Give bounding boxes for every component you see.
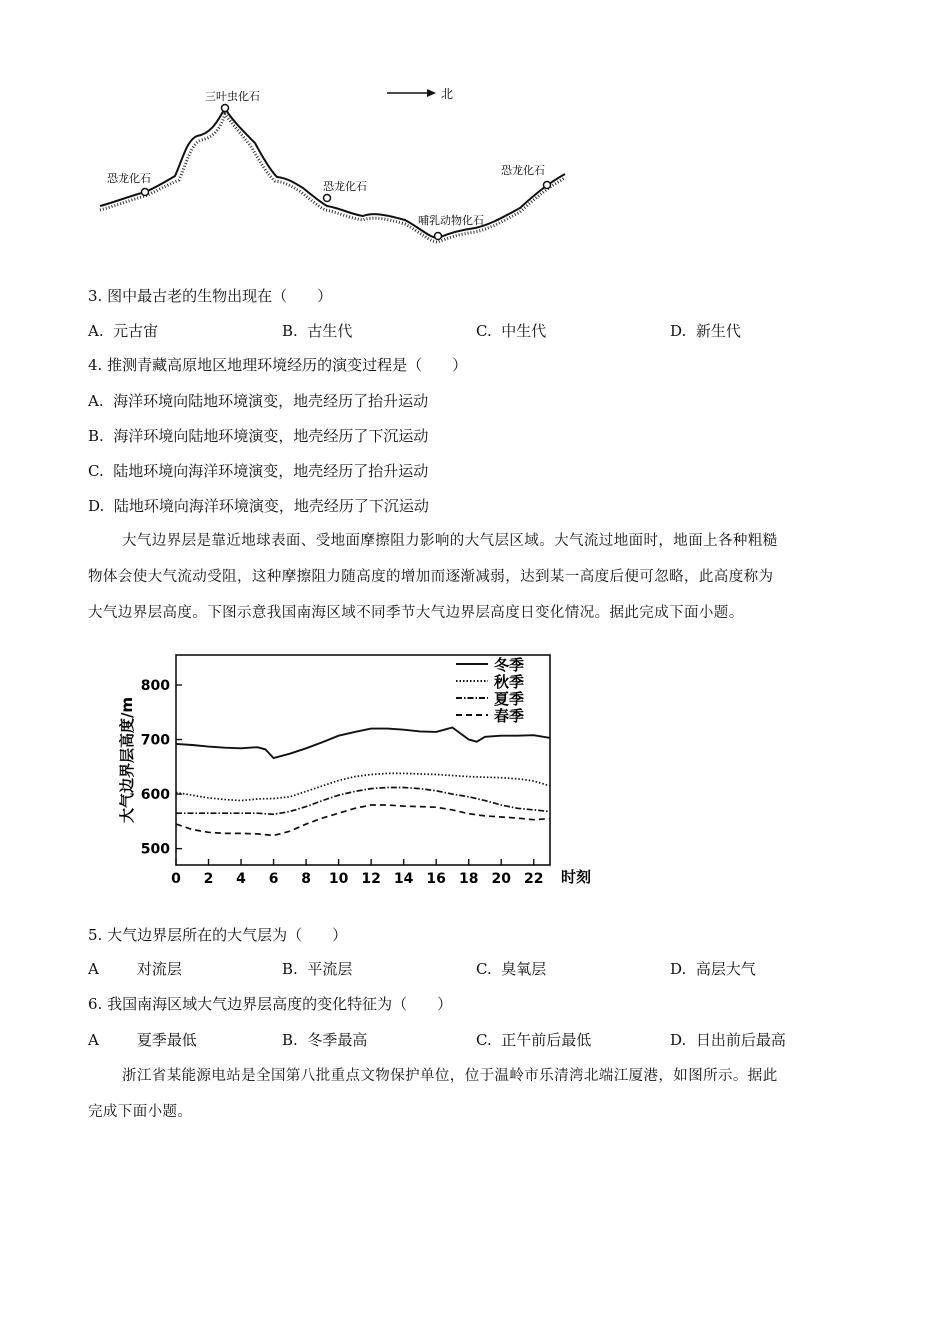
chart-y-tick-label: 800 <box>140 678 170 694</box>
chart-x-tick-label: 18 <box>458 871 479 887</box>
chart-series-line-1 <box>176 728 550 759</box>
fossil-point-dino-2-icon <box>324 195 331 202</box>
q6-stem: 6. 我国南海区域大气边界层高度的变化特征为（ ） <box>88 995 453 1013</box>
passage-line: 大气边界层高度。下图示意我国南海区域不同季节大气边界层高度日变化情况。据此完成下面小题。 <box>88 605 744 621</box>
chart-y-tick-label: 500 <box>140 841 170 858</box>
passage-power-station <box>88 1058 868 1130</box>
option-text: 对流层 <box>136 960 182 978</box>
chart-x-tick-label: 16 <box>426 871 446 887</box>
option-letter: A. <box>88 392 104 410</box>
option-letter: C. <box>476 322 492 340</box>
chart-x-axis-label: 时刻 <box>561 868 592 886</box>
fossil-label-trilobite: 三叶虫化石 <box>205 90 260 103</box>
fossil-profile-svg <box>95 78 575 248</box>
passage-line: 浙江省某能源电站是全国第八批重点文物保护单位，位于温岭市乐清湾北端江厦港，如图所示。据此 <box>122 1068 778 1084</box>
option-letter: B. <box>282 1031 298 1049</box>
fossil-label-mammal: 哺乳动物化石 <box>418 214 484 227</box>
passage-boundary-layer <box>88 523 868 631</box>
option-text: 新生代 <box>695 322 741 340</box>
option-letter: B. <box>88 427 104 445</box>
q6-option-a[interactable] <box>88 1029 197 1050</box>
chart-x-tick-label: 22 <box>523 871 544 887</box>
option-letter: C. <box>476 960 492 978</box>
chart-series-line-4 <box>176 805 550 836</box>
option-letter: A <box>88 1031 99 1049</box>
option-text: 高层大气 <box>695 960 756 978</box>
q3-option-b[interactable] <box>282 320 352 341</box>
boundary-layer-chart <box>110 650 600 895</box>
q3-option-c[interactable] <box>476 320 546 341</box>
option-text: 冬季最高 <box>307 1031 368 1049</box>
q4-stem: 4. 推测青藏高原地区地理环境经历的演变过程是（ ） <box>88 356 468 374</box>
option-text: 陆地环境向海洋环境演变，地壳经历了下沉运动 <box>113 497 429 515</box>
option-text: 中生代 <box>501 322 547 340</box>
chart-x-tick-label: 4 <box>236 871 246 887</box>
q5-option-b[interactable] <box>282 958 352 979</box>
q4-option-b[interactable] <box>88 425 428 446</box>
q3-option-a[interactable] <box>88 320 158 341</box>
option-text: 夏季最低 <box>136 1031 197 1049</box>
option-letter: C. <box>476 1031 492 1049</box>
q4-option-d[interactable] <box>88 495 429 516</box>
q6-option-c[interactable] <box>476 1029 591 1050</box>
chart-series-line-3 <box>176 788 550 815</box>
option-letter: D. <box>670 1031 687 1049</box>
chart-x-tick-label: 8 <box>301 871 311 887</box>
q3-option-d[interactable] <box>670 320 741 341</box>
fossil-profile-figure <box>95 78 575 248</box>
option-text: 正午前后最低 <box>501 1031 592 1049</box>
chart-x-tick-label: 2 <box>203 871 214 887</box>
q4-option-c[interactable] <box>88 460 428 481</box>
fossil-label-dino-1: 恐龙化石 <box>107 172 151 185</box>
option-text: 臭氧层 <box>501 960 547 978</box>
option-text: 陆地环境向海洋环境演变，地壳经历了抬升运动 <box>113 462 429 480</box>
fossil-point-trilobite-icon <box>222 105 229 112</box>
option-letter: B. <box>282 960 298 978</box>
option-text: 平流层 <box>307 960 353 978</box>
option-text: 古生代 <box>307 322 353 340</box>
option-letter: A. <box>88 322 104 340</box>
north-label: 北 <box>441 87 454 101</box>
q6-option-d[interactable] <box>670 1029 786 1050</box>
chart-y-tick-label: 600 <box>140 787 170 804</box>
q5-option-c[interactable] <box>476 958 546 979</box>
option-text: 元古宙 <box>113 322 159 340</box>
q5-option-d[interactable] <box>670 958 756 979</box>
fossil-point-dino-1-icon <box>142 189 149 196</box>
passage-line: 完成下面小题。 <box>88 1104 193 1120</box>
boundary-layer-chart-svg <box>110 650 600 895</box>
chart-x-tick-label: 14 <box>393 871 414 887</box>
fossil-label-dino-2: 恐龙化石 <box>323 180 367 193</box>
option-letter: D. <box>670 322 687 340</box>
chart-legend-label: 夏季 <box>494 690 525 708</box>
q6-option-b[interactable] <box>282 1029 367 1050</box>
q4-option-a[interactable] <box>88 390 428 411</box>
option-letter: A <box>88 960 99 978</box>
fossil-point-mammal-icon <box>435 233 442 240</box>
chart-x-tick-label: 0 <box>171 871 181 887</box>
chart-y-tick-label: 700 <box>140 732 170 749</box>
chart-x-tick-label: 10 <box>328 871 349 887</box>
option-letter: D. <box>88 497 105 515</box>
passage-line: 大气边界层是靠近地球表面、受地面摩擦阻力影响的大气层区域。大气流过地面时，地面上各种粗糙 <box>122 533 778 549</box>
option-text: 海洋环境向陆地环境演变，地壳经历了下沉运动 <box>113 427 429 445</box>
chart-legend-label: 秋季 <box>494 673 525 691</box>
option-letter: B. <box>282 322 298 340</box>
chart-y-axis-label: 大气边界层高度/m <box>118 696 136 824</box>
q3-stem: 3. 图中最古老的生物出现在（ ） <box>88 287 333 305</box>
chart-x-tick-label: 6 <box>268 871 279 887</box>
q5-stem: 5. 大气边界层所在的大气层为（ ） <box>88 926 348 944</box>
q5-option-a[interactable] <box>88 958 182 979</box>
chart-x-tick-label: 12 <box>361 871 381 887</box>
option-letter: D. <box>670 960 687 978</box>
option-letter: C. <box>88 462 104 480</box>
terrain-profile-line <box>100 108 565 238</box>
option-text: 海洋环境向陆地环境演变，地壳经历了抬升运动 <box>113 392 429 410</box>
fossil-point-dino-3-icon <box>544 182 551 189</box>
passage-line: 物体会使大气流动受阻，这种摩擦阻力随高度的增加而逐渐减弱，达到某一高度后便可忽略，此高度称为 <box>88 569 774 585</box>
option-text: 日出前后最高 <box>695 1031 786 1049</box>
chart-series-line-2 <box>176 773 550 800</box>
chart-legend-label: 春季 <box>494 707 525 725</box>
fossil-label-dino-3: 恐龙化石 <box>501 164 545 177</box>
north-arrow-head-icon <box>427 89 436 97</box>
chart-legend-label: 冬季 <box>494 656 525 674</box>
chart-x-tick-label: 20 <box>491 871 511 887</box>
